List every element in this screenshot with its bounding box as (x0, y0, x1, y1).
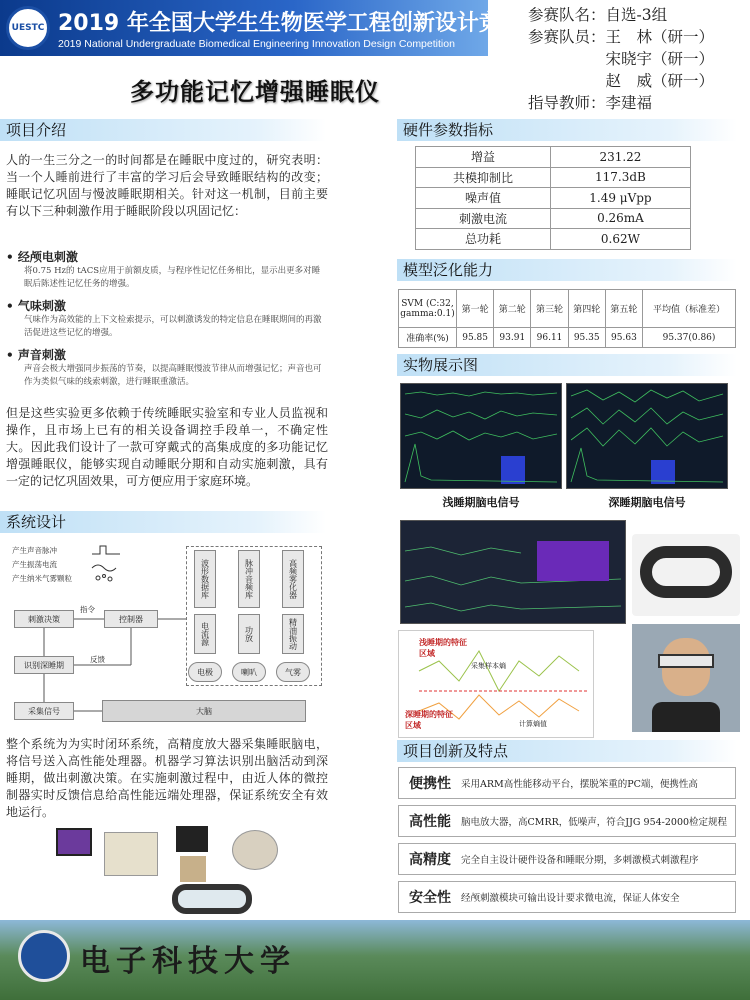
gen-column-header: SVM (C:32, gamma:0.1) (399, 290, 457, 328)
gen-cell: 95.37(0.86) (643, 328, 736, 348)
shallow-caption: 浅睡期脑电信号 (442, 496, 520, 509)
spectrum-block (537, 541, 609, 581)
param-name: 总功耗 (416, 229, 551, 250)
team-group: 参赛队名：自选-3组 (528, 6, 668, 24)
tablet-icon (56, 828, 92, 856)
deep-caption: 深睡期脑电信号 (608, 496, 686, 509)
person-body (652, 702, 720, 732)
section-hardware-header: 硬件参数指标 (397, 119, 737, 141)
team-member: 宋晓宇（研一） (528, 50, 715, 68)
wearer-photo (632, 624, 740, 732)
motivation-paragraph: 但是这些实验更多依赖于传统睡眠实验室和专业人员监视和操作，且市场上已有的相关设备调控手段单一，不确定性大。因此我们设计了一款可穿戴式的高集成度的多功能记忆增强睡眠仪，能够实现自动睡眠分期和自动实施刺激，具有一定的记忆巩固效果，可方便应用于家庭环境。 (6, 406, 328, 488)
stimulus-title: • 气味刺激 (6, 297, 328, 314)
diagram-arrows (8, 538, 330, 730)
waveform-db: 波形数据库 (194, 550, 216, 608)
gen-cell: 95.85 (457, 328, 494, 348)
section-intro-header: 项目介绍 (0, 119, 326, 141)
gen-cell: 95.63 (605, 328, 642, 348)
mist-output: 气雾 (276, 662, 310, 682)
gen-cell: 95.35 (568, 328, 605, 348)
innovation-item: 便携性 采用ARM高性能移动平台，摆脱笨重的PC端，便携性高 (398, 767, 736, 799)
headband-icon (172, 884, 252, 914)
gen-column-header: 第二轮 (494, 290, 531, 328)
stimulus-desc: 气味作为高效能的上下文检索提示，可以刺激诱发的特定信息在睡眠期间的再激活促进这些记忆的增强。 (24, 315, 322, 338)
team-info (528, 4, 714, 114)
deep-sleep-eeg-panel (566, 383, 728, 489)
headband-on-head (658, 654, 714, 668)
param-name: 增益 (416, 147, 551, 168)
team-advisor: 指导教师：李建福 (528, 94, 653, 112)
eeg-trace (567, 384, 727, 488)
competition-logo: UESTC (6, 6, 50, 50)
processor-board-icon (104, 832, 158, 876)
oil-vibration: 精油振动 (282, 614, 304, 654)
nebulizer-icon (180, 856, 206, 882)
headband-device-photo (632, 534, 740, 616)
stim-decision-block: 刺激决策 (14, 610, 74, 628)
command-label: 指令 (80, 605, 95, 614)
intro-paragraph: 人的一生三分之一的时间都是在睡眠中度过的，研究表明：当一个人睡前进行了丰富的学习后会导致睡眠结构的改变；睡眠记忆巩固与慢波睡眠期相关。针对这一机制，目前主要有以下三种刺激作用于睡眠阶段以巩固记忆： (6, 153, 328, 218)
hardware-table (415, 146, 691, 250)
hardware-row (416, 229, 691, 250)
hardware-row (416, 208, 691, 229)
university-name: 电子科技大学 (80, 944, 296, 979)
collect-block: 采集信号 (14, 702, 74, 720)
gen-column-header: 第四轮 (568, 290, 605, 328)
speaker-icon (176, 826, 208, 852)
hardware-platform-figure (56, 822, 326, 918)
team-member: 赵 威（研一） (528, 72, 715, 90)
section-generalization-header: 模型泛化能力 (397, 259, 737, 281)
identify-block: 识别深睡期 (14, 656, 74, 674)
stimulus-title: • 经颅电刺激 (6, 248, 328, 265)
section-gallery-header: 实物展示图 (397, 354, 737, 376)
param-value: 1.49 μVpp (550, 188, 690, 209)
brain-block: 大脑 (102, 700, 306, 722)
shallow-feature-label: 浅睡期的特征区域 (419, 637, 467, 658)
system-diagram (8, 538, 330, 730)
hardware-row (416, 188, 691, 209)
shallow-sleep-eeg-panel (400, 383, 562, 489)
gen-cell: 96.11 (531, 328, 568, 348)
innovation-item: 安全性 经颅刺激模块可输出设计要求微电流，保证人体安全 (398, 881, 736, 913)
stimulus-desc: 将0.75 Hz的 tACS应用于前额皮质，与程序性记忆任务相比，显示出更多对睡眠后陈述性记忆任务的增强。 (24, 266, 321, 289)
signal-legend: 产生声音脉冲 产生振荡电流 产生纳米气雾颗粒 (12, 546, 72, 583)
section-innovation-header: 项目创新及特点 (397, 740, 737, 762)
entropy-label: 采集样本熵 (471, 662, 506, 670)
deep-feature-label: 深睡期的特征区域 (405, 709, 453, 730)
controller-block: 控制器 (104, 610, 158, 628)
software-screenshot (400, 520, 626, 624)
gen-column-header: 第五轮 (605, 290, 642, 328)
param-name: 共模抑制比 (416, 167, 551, 188)
speaker-output: 喇叭 (232, 662, 266, 682)
param-name: 噪声值 (416, 188, 551, 209)
hardware-row (416, 167, 691, 188)
innovation-list (398, 767, 736, 913)
generalization-table (398, 289, 736, 348)
university-seal (18, 930, 70, 982)
gen-cell: 准确率(%) (399, 328, 457, 348)
gen-cell: 93.91 (494, 328, 531, 348)
param-value: 0.26mA (550, 208, 690, 229)
electrode-output: 电极 (188, 662, 222, 682)
gen-column-header: 第三轮 (531, 290, 568, 328)
param-name: 刺激电流 (416, 208, 551, 229)
stimulus-title: • 声音刺激 (6, 346, 328, 363)
hardware-row (416, 147, 691, 168)
headband-shape (640, 546, 732, 598)
brain-icon (232, 830, 278, 870)
poster-title: 多功能记忆增强睡眠仪 (130, 78, 380, 106)
system-paragraph: 整个系统为为实时闭环系统，高精度放大器采集睡眠脑电，将信号送入高性能处理器。机器学习算法识别出脑活动到深睡期，做出刺激决策。在实施刺激过程中，由近人体的微控制器实时反馈信息给高性能远端处理器，保证系统安全有效地运行。 (6, 737, 328, 819)
param-value: 0.62W (550, 229, 690, 250)
gen-column-header: 平均值（标准差） (643, 290, 736, 328)
team-member: 参赛队员：王 林（研一） (528, 28, 715, 46)
compute-label: 计算熵值 (519, 720, 547, 728)
generalization-header-row (399, 290, 736, 328)
audio-db: 脉冲音频库 (238, 550, 260, 608)
param-value: 231.22 (550, 147, 690, 168)
nebulizer: 高频雾化器 (282, 550, 304, 608)
banner-title: 2019 年全国大学生生物医学工程创新设计竞赛 (58, 11, 523, 36)
param-value: 117.3dB (550, 167, 690, 188)
feedback-label: 反馈 (90, 655, 105, 664)
sample-entropy-plot (398, 630, 594, 738)
eeg-trace (401, 384, 561, 488)
current-source: 电流源 (194, 614, 216, 654)
innovation-item: 高精度 完全自主设计硬件设备和睡眠分期，多刺激模式刺激程序 (398, 843, 736, 875)
section-system-header: 系统设计 (0, 511, 326, 533)
stimulus-list (6, 242, 328, 389)
stimulus-desc: 声音会极大增强同步振荡的节奏，以提高睡眠慢波节律从而增强记忆；声音也可作为类似气味的线索刺激，进行睡眠重激活。 (24, 364, 322, 387)
innovation-item: 高性能 脑电放大器，高CMRR，低噪声，符合JJG 954-2000检定规程 (398, 805, 736, 837)
banner-subtitle: 2019 National Undergraduate Biomedical Engineering Innovation Design Competition (58, 38, 455, 50)
amplifier: 功放 (238, 614, 260, 654)
gen-column-header: 第一轮 (457, 290, 494, 328)
generalization-accuracy-row (399, 328, 736, 348)
